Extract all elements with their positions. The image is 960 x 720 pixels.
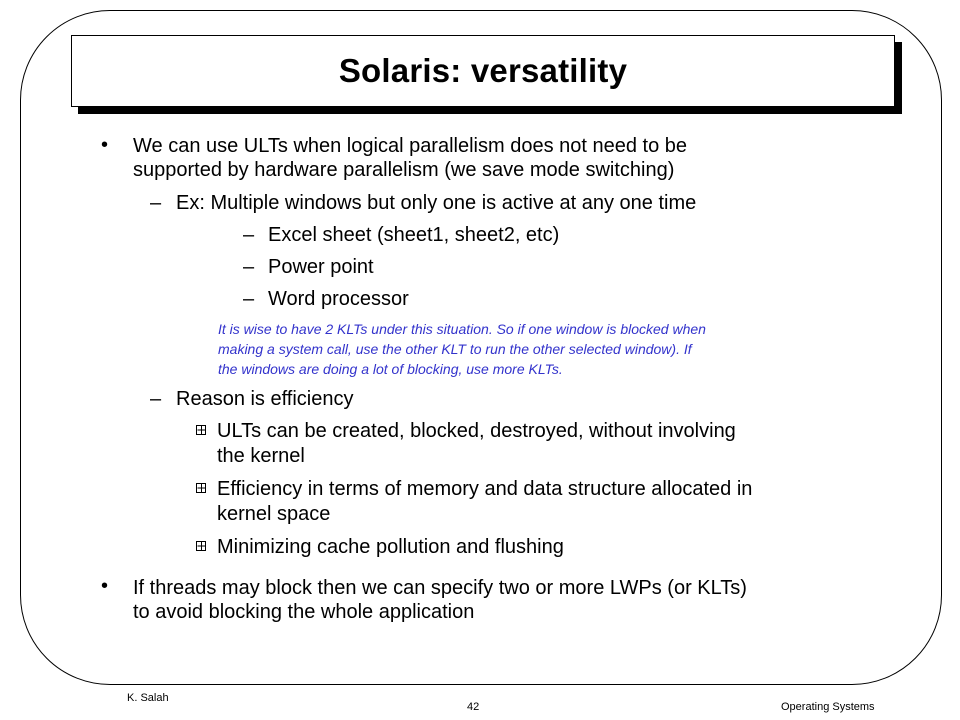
bullet1-line1: We can use ULTs when logical parallelism does not need to be bbox=[133, 135, 688, 157]
square-bullet-icon bbox=[196, 541, 206, 551]
note-line3: the windows are doing a lot of blocking, use more KLTs. bbox=[218, 361, 563, 377]
footer-course: Operating Systems bbox=[781, 701, 875, 713]
footer-author: K. Salah bbox=[127, 692, 169, 704]
reason-item-line1: Efficiency in terms of memory and data structure allocated in bbox=[217, 478, 753, 500]
note-line1: It is wise to have 2 KLTs under this situation. So if one window is blocked when bbox=[218, 321, 706, 337]
reason-item-line2: the kernel bbox=[217, 445, 305, 467]
bullet-marker: • bbox=[101, 134, 109, 156]
dash-marker: – bbox=[150, 192, 162, 214]
footer-page-number: 42 bbox=[467, 701, 480, 713]
reason-item-line1: Minimizing cache pollution and flushing bbox=[217, 536, 564, 558]
bullet2-line2: to avoid blocking the whole application bbox=[133, 601, 475, 623]
reason-text: Reason is efficiency bbox=[176, 388, 354, 410]
example-item: Word processor bbox=[268, 288, 409, 310]
example-item: Power point bbox=[268, 256, 374, 278]
bullet1-line2: supported by hardware parallelism (we save mode switching) bbox=[133, 159, 675, 181]
square-bullet-icon bbox=[196, 425, 206, 435]
dash-marker: – bbox=[243, 288, 255, 310]
reason-item-line2: kernel space bbox=[217, 503, 331, 525]
dash-marker: – bbox=[243, 224, 255, 246]
reason-item-line1: ULTs can be created, blocked, destroyed, without involving bbox=[217, 420, 736, 442]
example-text: Ex: Multiple windows but only one is active at any one time bbox=[176, 192, 697, 214]
example-item: Excel sheet (sheet1, sheet2, etc) bbox=[268, 224, 560, 246]
bullet2-line1: If threads may block then we can specify two or more LWPs (or KLTs) bbox=[133, 577, 747, 599]
bullet-marker: • bbox=[101, 575, 109, 597]
dash-marker: – bbox=[150, 388, 162, 410]
dash-marker: – bbox=[243, 256, 255, 278]
square-bullet-icon bbox=[196, 483, 206, 493]
note-line2: making a system call, use the other KLT to run the other selected window). If bbox=[218, 341, 692, 357]
slide-title: Solaris: versatility bbox=[338, 52, 628, 89]
